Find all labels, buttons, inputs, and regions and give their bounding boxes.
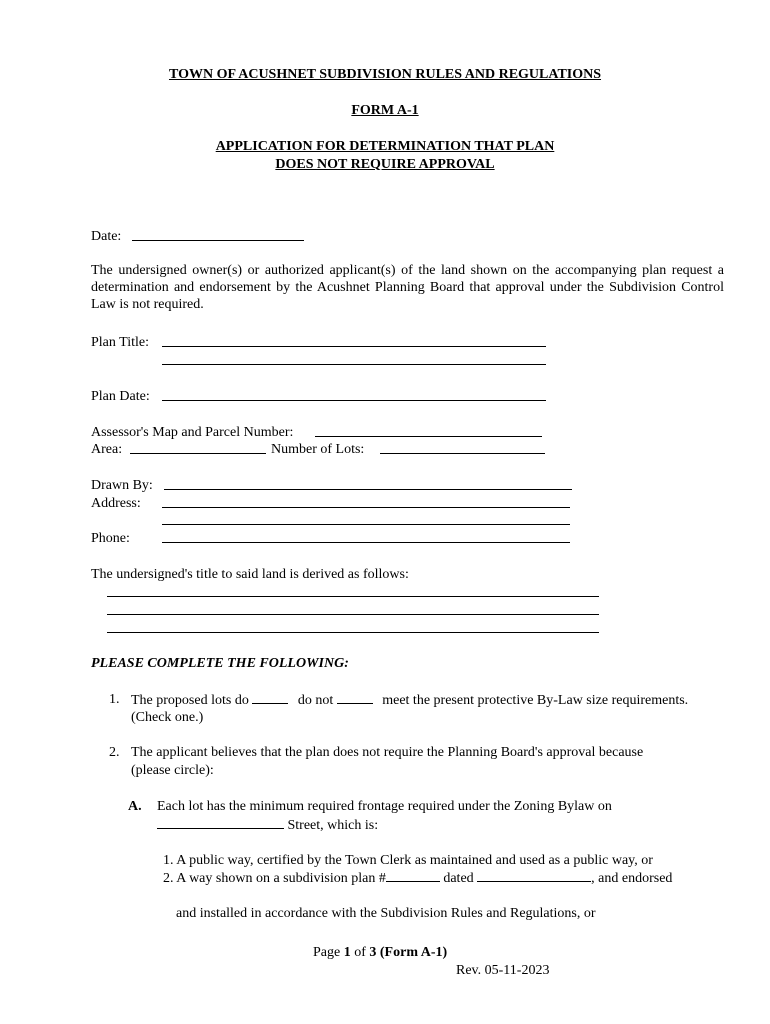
- subitem-2[interactable]: [163, 869, 672, 887]
- item1-instruction: (Check one.): [131, 710, 204, 725]
- plan-number-field[interactable]: [386, 869, 440, 882]
- application-title-line1: APPLICATION FOR DETERMINATION THAT PLAN: [215, 139, 555, 154]
- section-heading: PLEASE COMPLETE THE FOLLOWING:: [91, 656, 349, 671]
- form-reference: (Form A-1): [376, 945, 448, 960]
- itemA-line1: Each lot has the minimum required frontage required under the Zoning Bylaw on: [157, 799, 612, 814]
- item1-do-checkbox[interactable]: [252, 691, 288, 704]
- form-number: FORM A-1: [351, 103, 419, 118]
- itemA-street-field[interactable]: [157, 816, 284, 829]
- itemA-street-text: Street, which is:: [287, 818, 379, 833]
- subitem-2-continuation: and installed in accordance with the Subdivision Rules and Regulations, or: [176, 906, 596, 921]
- revision-date: Rev. 05-11-2023: [456, 963, 550, 978]
- date-field[interactable]: [132, 240, 304, 241]
- application-title-line2: DOES NOT REQUIRE APPROVAL: [275, 157, 495, 172]
- page-prefix: Page: [313, 945, 344, 960]
- plan-title-field-line2[interactable]: [162, 364, 546, 365]
- address-field[interactable]: [162, 507, 570, 508]
- item2-line1: The applicant believes that the plan does not require the Planning Board's approval because: [131, 745, 644, 760]
- item1-do-not-label: do not: [297, 693, 334, 708]
- phone-label: Phone:: [91, 531, 130, 546]
- item1-number: 1.: [109, 692, 120, 707]
- number-of-lots-label: Number of Lots:: [271, 442, 365, 457]
- plan-dated-field[interactable]: [477, 869, 591, 882]
- title-derived-field-line3[interactable]: [107, 632, 599, 633]
- number-of-lots-field[interactable]: [380, 453, 545, 454]
- plan-date-field[interactable]: [162, 400, 546, 401]
- page-total: 3: [369, 945, 377, 960]
- itemA-line2: [157, 816, 378, 834]
- address-field-line2[interactable]: [162, 524, 570, 525]
- address-label: Address:: [91, 496, 141, 511]
- subitem-1[interactable]: 1. A public way, certified by the Town Clerk as maintained and used as a public way, or: [163, 853, 653, 868]
- item1-do-not-checkbox[interactable]: [337, 691, 373, 704]
- subitem-2-endorsed-text: , and endorsed: [591, 871, 673, 886]
- subitem-2-text: 2. A way shown on a subdivision plan #: [163, 871, 386, 886]
- subitem-2-dated-label: dated: [443, 871, 474, 886]
- itemA-label[interactable]: A.: [128, 799, 142, 814]
- page-number: 1: [343, 945, 351, 960]
- item2-line2: (please circle):: [131, 763, 214, 778]
- area-field[interactable]: [130, 453, 266, 454]
- drawn-by-label: Drawn By:: [91, 478, 153, 493]
- assessor-map-field[interactable]: [315, 436, 542, 437]
- document-title: TOWN OF ACUSHNET SUBDIVISION RULES AND REGULATIONS: [168, 67, 602, 82]
- item1-requirement-text: meet the present protective By-Law size requirements.: [382, 693, 689, 708]
- page-footer: [313, 944, 447, 961]
- title-derived-field-line2[interactable]: [107, 614, 599, 615]
- phone-field[interactable]: [162, 542, 570, 543]
- page-of: of: [350, 945, 370, 960]
- intro-paragraph: The undersigned owner(s) or authorized applicant(s) of the land shown on the accompanying plan request a determination and endorsement by the Acushnet Planning Board that approval under the Subdivision Control Law is not required.: [91, 263, 724, 312]
- item1-text: [131, 691, 688, 709]
- item2-number: 2.: [109, 745, 120, 760]
- drawn-by-field[interactable]: [164, 489, 572, 490]
- date-label: Date:: [91, 229, 122, 244]
- item1-do-label: The proposed lots do: [131, 693, 249, 708]
- plan-date-label: Plan Date:: [91, 389, 150, 404]
- title-derived-label: The undersigned's title to said land is derived as follows:: [91, 567, 409, 582]
- plan-title-field[interactable]: [162, 346, 546, 347]
- assessor-map-label: Assessor's Map and Parcel Number:: [91, 425, 294, 440]
- title-derived-field-line1[interactable]: [107, 596, 599, 597]
- area-label: Area:: [91, 442, 123, 457]
- plan-title-label: Plan Title:: [91, 335, 149, 350]
